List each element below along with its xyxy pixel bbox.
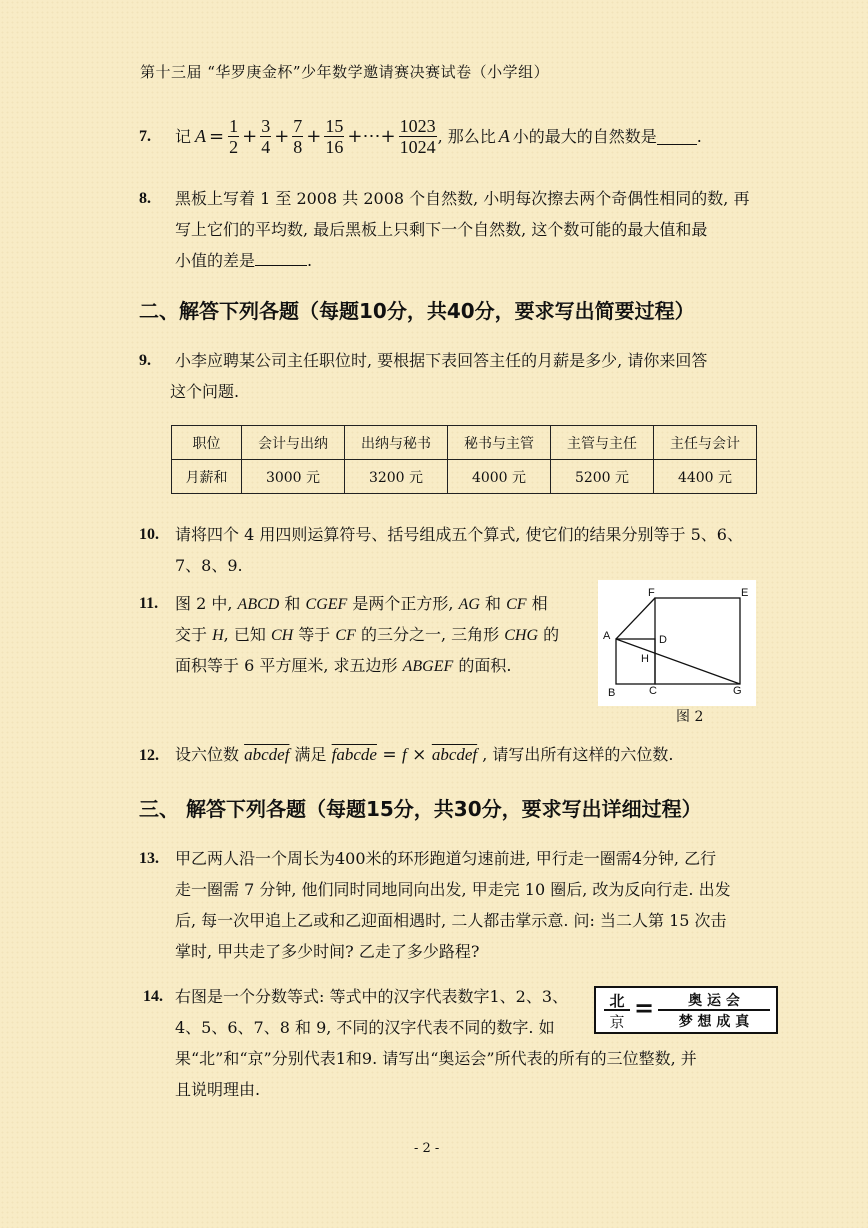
q12-abcdef: abcdef	[244, 745, 290, 764]
q8-end: .	[307, 251, 313, 270]
q11-text: 图 2 中,	[175, 594, 233, 613]
question-14-line-2: 4、5、6、7、8 和 9, 不同的汉字代表不同的数字. 如	[175, 1018, 555, 1037]
table-header-cell: 主任与会计	[654, 426, 757, 460]
question-13-line-1: 甲乙两人沿一个周长为400米的环形跑道匀速前进, 甲行走一圈需4分钟, 乙行	[175, 849, 717, 868]
question-10-number: 10.	[139, 526, 159, 543]
table-cell: 3000 元	[242, 460, 345, 494]
eq-right-denominator: 梦 想 成 真	[678, 1014, 750, 1030]
q7-end: .	[696, 126, 702, 146]
eq-equals-sign: =	[634, 994, 655, 1022]
q7-suffix-1: , 那么比	[437, 126, 496, 146]
table-cell: 4400 元	[654, 460, 757, 494]
q7-var-a: A	[195, 125, 207, 146]
question-11-number: 11.	[139, 595, 159, 612]
label-f: F	[648, 587, 655, 599]
label-h: H	[641, 653, 649, 665]
q7-plus-1: +	[242, 125, 258, 147]
q11-text: 面积等于 6 平方厘米, 求五边形	[175, 656, 398, 675]
q12-var-f: f	[402, 745, 407, 764]
q11-text: 和	[479, 594, 507, 613]
q11-var-h: H	[212, 627, 224, 644]
question-9-line-2: 这个问题.	[170, 382, 240, 401]
section-3-heading: 三、 解答下列各题（每题15分，共30分，要求写出详细过程）	[139, 797, 702, 821]
q11-var-abcd: ABCD	[237, 596, 280, 613]
q8-line-3-text: 小值的差是	[175, 251, 256, 270]
question-14-line-1: 右图是一个分数等式: 等式中的汉字代表数字1、2、3、	[175, 987, 569, 1006]
q12-text: 满足	[294, 745, 327, 764]
q7-fraction-4: $\frac{15}{16}$	[325, 115, 344, 157]
q11-text: 和	[279, 594, 306, 613]
figure-2-caption: 图 2	[676, 709, 704, 725]
table-header-cell: 主管与主任	[551, 426, 654, 460]
label-a: A	[603, 630, 611, 642]
q7-prefix: 记	[175, 126, 192, 146]
question-14-line-4: 且说明理由.	[175, 1080, 261, 1099]
q7-suffix-2: 小的最大的自然数是	[512, 126, 657, 146]
question-8-number: 8.	[139, 190, 151, 207]
salary-table	[171, 425, 757, 494]
q11-text: 的三分之一, 三角形	[360, 625, 500, 644]
fraction-equation-box	[594, 986, 778, 1034]
q7-fraction-1: $\frac{1}{2}$	[229, 115, 239, 157]
eq-left-denominator: 京	[609, 1013, 625, 1031]
q11-text: 交于	[175, 625, 208, 644]
question-13-number: 13.	[139, 850, 159, 867]
question-8-line-2: 写上它们的平均数, 最后黑板上只剩下一个自然数, 这个数可能的最大值和最	[175, 220, 708, 239]
label-e: E	[741, 587, 749, 599]
label-c: C	[649, 685, 657, 697]
q11-var-ch: CH	[270, 627, 294, 644]
question-13-line-4: 掌时, 甲共走了多少时间? 乙走了多少路程?	[175, 942, 480, 961]
q12-times: ×	[406, 745, 432, 765]
table-header-cell: 会计与出纳	[242, 426, 345, 460]
table-header-cell: 秘书与主管	[448, 426, 551, 460]
question-12-number: 12.	[139, 747, 159, 764]
question-9-number: 9.	[139, 352, 151, 369]
table-header-cell: 出纳与秘书	[345, 426, 448, 460]
label-g: G	[733, 685, 742, 697]
question-11-line-1	[175, 588, 548, 620]
q7-fraction-5: $\frac{1023}{1024}$	[399, 115, 436, 157]
q11-var-cf: CF	[506, 596, 527, 613]
figure-2	[598, 580, 756, 706]
table-cell: 5200 元	[551, 460, 654, 494]
q7-answer-blank	[657, 128, 697, 145]
question-11-line-2	[175, 619, 559, 651]
q7-plus-2: +	[274, 125, 290, 147]
question-10-line-2: 7、8、9.	[175, 556, 243, 575]
question-8-line-3	[175, 245, 312, 276]
q11-var-ag: AG	[458, 596, 480, 613]
eq-left-numerator: 北	[609, 992, 625, 1010]
question-14-line-3: 果“北”和“京”分别代表1和9. 请写出“奥运会”所代表的所有的三位整数, 并	[175, 1049, 697, 1068]
q8-answer-blank	[255, 249, 307, 266]
label-b: B	[608, 687, 616, 699]
q12-fabcde: fabcde	[331, 745, 377, 764]
q12-text: 设六位数	[175, 745, 240, 764]
question-9-line-1: 小李应聘某公司主任职位时, 要根据下表回答主任的月薪是多少, 请你来回答	[175, 351, 708, 370]
q11-var-cf: CF	[335, 627, 356, 644]
q11-text: 的面积.	[458, 656, 512, 675]
page-number: - 2 -	[414, 1141, 440, 1156]
eq-right-numerator: 奥 运 会	[688, 993, 740, 1009]
question-11-line-3	[175, 650, 511, 682]
table-row	[172, 460, 757, 494]
q7-var-a2: A	[498, 125, 510, 146]
q12-text: , 请写出所有这样的六位数.	[482, 745, 674, 764]
q7-equals: =	[209, 125, 225, 147]
question-8-line-1: 黑板上写着 1 至 2008 共 2008 个自然数, 小明每次擦去两个奇偶性相同的数, 再	[175, 189, 750, 208]
question-14-number: 14.	[143, 988, 163, 1005]
q11-text: 相	[526, 594, 548, 613]
table-header-cell: 职位	[172, 426, 242, 460]
q7-dots: +⋯+	[347, 125, 396, 147]
table-row	[172, 426, 757, 460]
q11-text: 是两个正方形,	[347, 594, 454, 613]
q12-abcdef: abcdef	[431, 745, 478, 764]
label-d: D	[659, 634, 667, 646]
question-7	[175, 111, 702, 161]
table-cell: 月薪和	[172, 460, 242, 494]
question-10-line-1: 请将四个 4 用四则运算符号、括号组成五个算式, 使它们的结果分别等于 5、6、	[175, 525, 743, 544]
q7-plus-3: +	[306, 125, 322, 147]
question-12-line	[175, 739, 674, 771]
q11-text: 等于	[298, 625, 331, 644]
table-cell: 3200 元	[345, 460, 448, 494]
q11-text: 的	[543, 625, 560, 644]
section-2-heading: 二、解答下列各题（每题10分，共40分，要求写出简要过程）	[139, 299, 695, 323]
q7-fraction-2: $\frac{3}{4}$	[261, 115, 271, 157]
q11-var-abgef: ABGEF	[402, 658, 454, 675]
q11-var-cgef: CGEF	[305, 596, 348, 613]
table-cell: 4000 元	[448, 460, 551, 494]
question-13-line-3: 后, 每一次甲追上乙或和乙迎面相遇时, 二人都击掌示意. 问: 当二人第 15 次击	[175, 911, 727, 930]
q11-text: , 已知	[223, 625, 266, 644]
page-header: 第十三届 “华罗庚金杯”少年数学邀请赛决赛试卷（小学组）	[140, 63, 550, 81]
q11-var-chg: CHG	[504, 627, 538, 644]
q7-fraction-3: $\frac{7}{8}$	[293, 115, 303, 157]
q12-equals: =	[376, 745, 403, 765]
question-13-line-2: 走一圈需 7 分钟, 他们同时同地同向出发, 甲走完 10 圈后, 改为反向行走. 出发	[175, 880, 731, 899]
question-7-number: 7.	[139, 128, 151, 145]
